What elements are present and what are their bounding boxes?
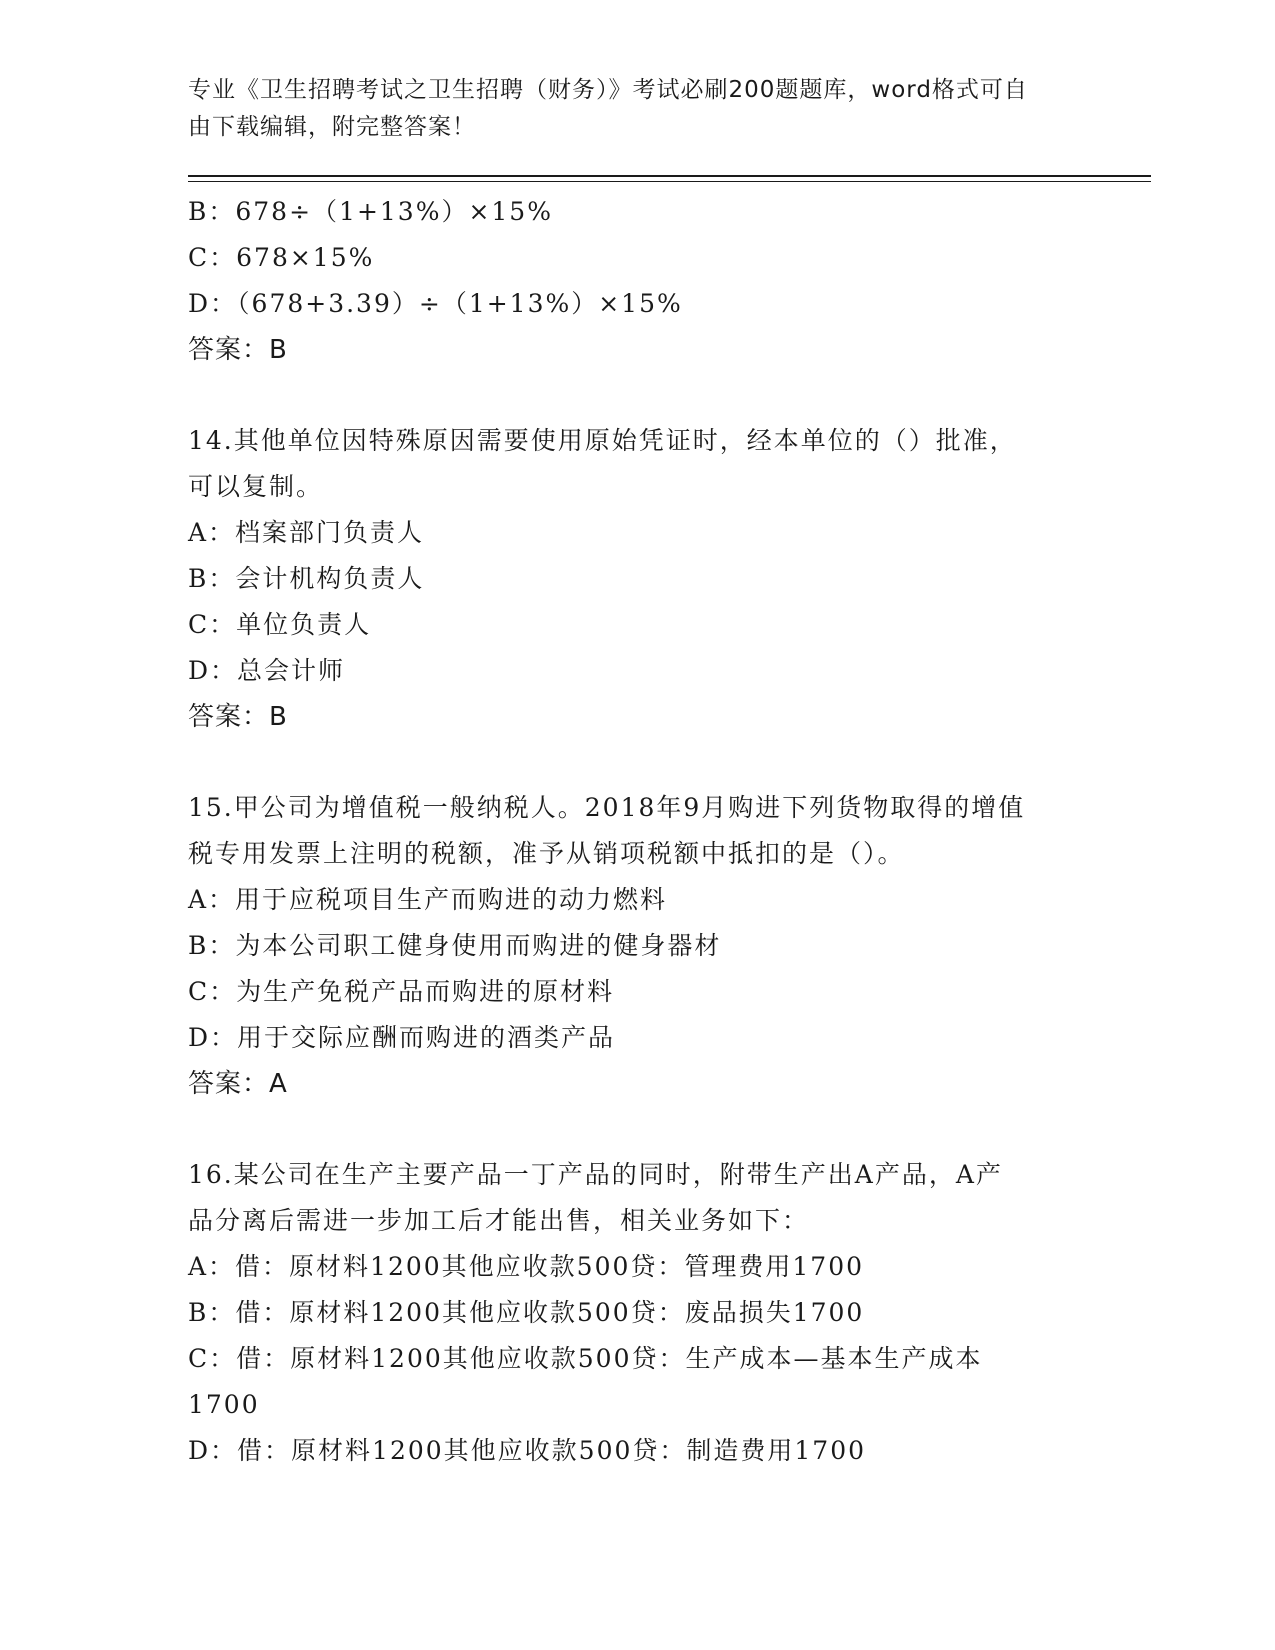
question-13-tail — [188, 189, 1078, 373]
q16-stem-line-1: 16.某公司在生产主要产品一丁产品的同时，附带生产出A产品，A产 — [188, 1160, 1003, 1189]
q14-stem-line-1: 14.其他单位因特殊原因需要使用原始凭证时，经本单位的（）批准， — [188, 426, 1017, 455]
q14-stem-line-2: 可以复制。 — [188, 472, 324, 501]
header-rule-thick — [188, 175, 1151, 177]
q15-option-c: C：为生产免税产品而购进的原材料 — [188, 977, 615, 1006]
spacer — [188, 740, 1078, 785]
q13-answer: 答案：B — [188, 335, 288, 365]
question-14 — [188, 418, 1078, 740]
q16-option-c-line-2: 1700 — [188, 1390, 260, 1419]
q14-option-d: D：总会计师 — [188, 656, 346, 685]
question-15 — [188, 785, 1078, 1107]
q16-stem-line-2: 品分离后需进一步加工后才能出售，相关业务如下： — [188, 1206, 810, 1235]
header-line-1: 专业《卫生招聘考试之卫生招聘（财务）》考试必刷200题题库，word格式可自 — [188, 77, 1028, 103]
question-16 — [188, 1152, 1078, 1474]
document-header — [188, 72, 1068, 146]
spacer — [188, 1107, 1078, 1152]
q15-answer: 答案：A — [188, 1069, 288, 1099]
q16-option-a: A：借：原材料1200其他应收款500贷：管理费用1700 — [188, 1252, 865, 1281]
q15-option-b: B：为本公司职工健身使用而购进的健身器材 — [188, 931, 722, 960]
q14-option-a: A：档案部门负责人 — [188, 518, 425, 547]
q15-stem-line-2: 税专用发票上注明的税额，准予从销项税额中抵扣的是（）。 — [188, 839, 905, 868]
q14-option-c: C：单位负责人 — [188, 610, 372, 639]
q14-option-b: B：会计机构负责人 — [188, 564, 425, 593]
q15-option-a: A：用于应税项目生产而购进的动力燃料 — [188, 885, 668, 914]
q15-option-d: D：用于交际应酬而购进的酒类产品 — [188, 1023, 616, 1052]
question-content — [188, 189, 1078, 1474]
q14-answer: 答案：B — [188, 702, 288, 732]
spacer — [188, 373, 1078, 418]
q16-option-d: D：借：原材料1200其他应收款500贷：制造费用1700 — [188, 1436, 867, 1465]
q16-option-c-line-1: C：借：原材料1200其他应收款500贷：生产成本—基本生产成本 — [188, 1344, 983, 1373]
q16-option-b: B：借：原材料1200其他应收款500贷：废品损失1700 — [188, 1298, 865, 1327]
q13-option-c: C：678×15% — [188, 243, 375, 272]
header-rule-thin — [188, 181, 1151, 182]
q13-option-d: D：（678+3.39）÷（1+13%）×15% — [188, 289, 683, 318]
q13-option-b: B：678÷（1+13%）×15% — [188, 197, 553, 226]
header-line-2: 由下载编辑，附完整答案！ — [188, 114, 476, 140]
q15-stem-line-1: 15.甲公司为增值税一般纳税人。2018年9月购进下列货物取得的增值 — [188, 793, 1026, 822]
